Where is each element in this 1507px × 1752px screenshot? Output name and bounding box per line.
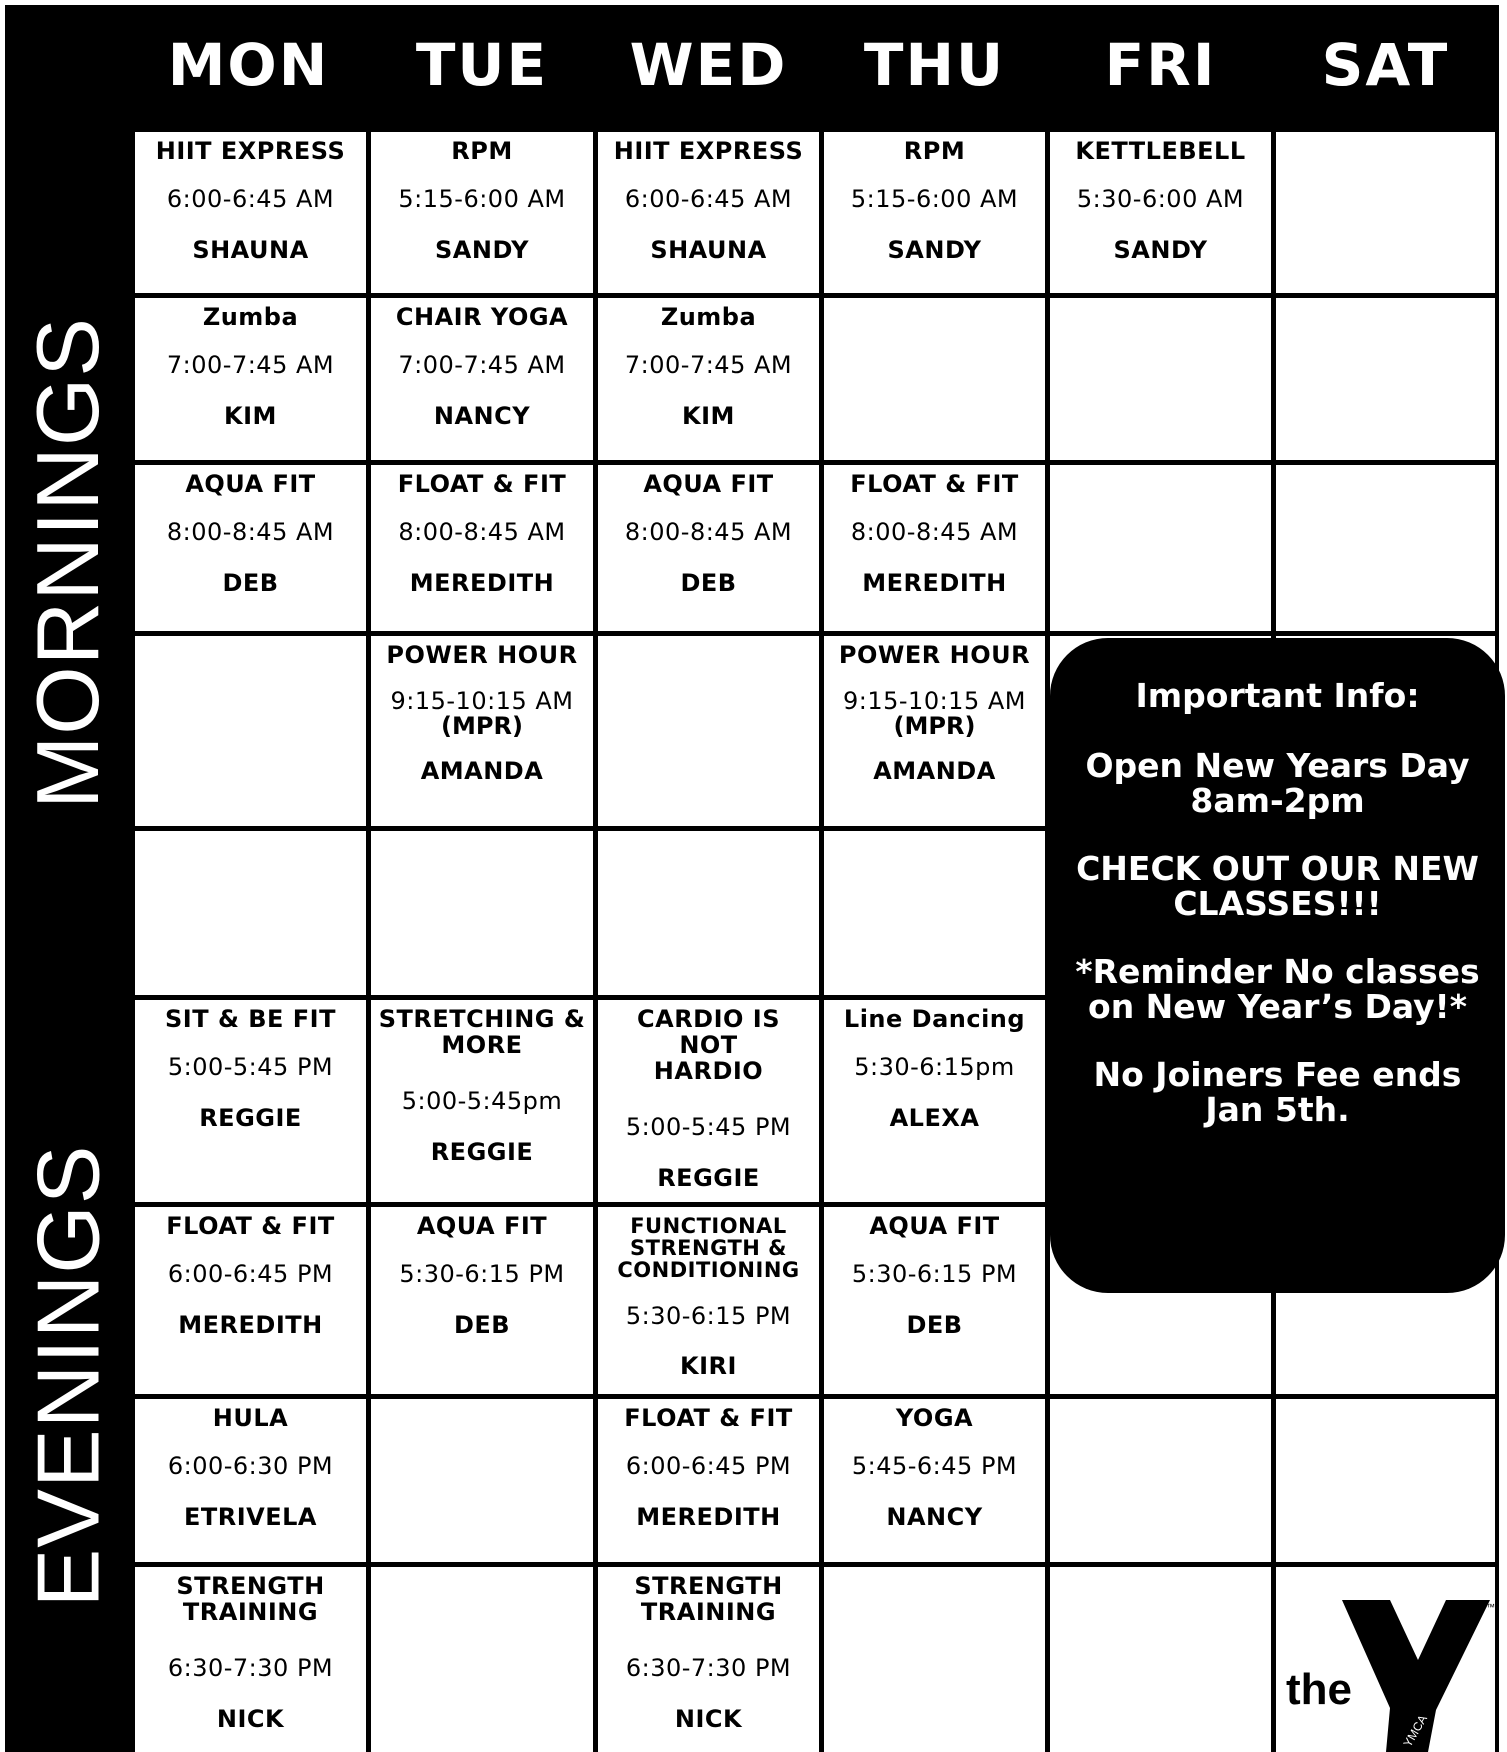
class-name: CHAIR YOGA (395, 303, 569, 331)
info-new-classes-2: CLASSES!!! (1173, 884, 1382, 923)
class-time: 5:30-6:15 PM (851, 1260, 1018, 1288)
day-header-mon: MON (167, 31, 330, 99)
class-name: STRETCHING & MORE (378, 1005, 586, 1059)
class-name: KETTLEBELL (1075, 137, 1246, 165)
empty-cell (135, 636, 366, 826)
class-name: RPM (903, 137, 966, 165)
class-time: 7:00-7:45 AM (398, 351, 566, 379)
class-instructor: REGGIE (199, 1104, 302, 1132)
class-cell (135, 298, 366, 460)
class-instructor: DEB (680, 569, 737, 597)
class-cell (824, 132, 1045, 293)
class-time: 5:30-6:15 PM (625, 1302, 792, 1330)
class-name: Zumba (660, 303, 757, 331)
class-cell (371, 1207, 593, 1394)
ymca-the-text: the (1286, 1665, 1352, 1714)
empty-cell (371, 831, 593, 995)
class-cell (371, 636, 593, 826)
empty-cell (1276, 298, 1495, 460)
class-cell (371, 132, 593, 293)
mornings-label (5, 130, 131, 996)
class-time: 6:00-6:45 PM (625, 1452, 792, 1480)
empty-cell (598, 636, 819, 826)
class-instructor: DEB (222, 569, 279, 597)
ymca-logo (1278, 1598, 1498, 1752)
class-time: 5:30-6:00 AM (1076, 185, 1245, 213)
class-name: STRENGTH TRAINING (176, 1572, 325, 1626)
class-instructor: MEREDITH (636, 1503, 781, 1531)
empty-cell (1276, 465, 1495, 631)
class-instructor: NANCY (433, 402, 531, 430)
class-cell (135, 1000, 366, 1202)
class-instructor: MEREDITH (409, 569, 555, 597)
evenings-label (5, 1000, 131, 1752)
evenings-text: EVENINGS (18, 1144, 117, 1608)
info-reminder: *Reminder No classes (1075, 952, 1480, 991)
class-time: 5:00-5:45 PM (625, 1113, 792, 1141)
class-cell (135, 132, 366, 293)
class-cell (598, 1567, 819, 1752)
empty-cell (371, 1399, 593, 1562)
class-name: AQUA FIT (869, 1212, 1000, 1240)
class-time: 5:15-6:00 AM (398, 185, 566, 213)
class-location: (MPR) (441, 712, 523, 740)
class-time: 5:30-6:15pm (854, 1053, 1015, 1081)
empty-cell (1050, 465, 1271, 631)
class-name: STRENGTH TRAINING (634, 1572, 783, 1626)
class-time: 5:45-6:45 PM (851, 1452, 1018, 1480)
empty-cell (1276, 132, 1495, 293)
empty-cell (824, 298, 1045, 460)
class-name: Line Dancing (843, 1005, 1026, 1033)
class-cell (598, 132, 819, 293)
class-time: 8:00-8:45 AM (850, 518, 1019, 546)
class-name: AQUA FIT (643, 470, 774, 498)
class-cell (135, 1399, 366, 1562)
info-heading: Important Info: (1135, 676, 1420, 715)
class-instructor: KIM (682, 402, 735, 430)
class-instructor: REGGIE (657, 1164, 760, 1192)
class-instructor: DEB (906, 1311, 963, 1339)
class-name: RPM (451, 137, 513, 165)
day-header-fri: FRI (1104, 31, 1217, 99)
class-cell (598, 1000, 819, 1202)
empty-cell (824, 1567, 1045, 1752)
day-header-tue: TUE (415, 31, 549, 99)
class-time: 6:00-6:45 AM (624, 185, 793, 213)
empty-cell (371, 1567, 593, 1752)
class-name: HIIT EXPRESS (613, 137, 804, 165)
class-cell (824, 1000, 1045, 1202)
mornings-text: MORNINGS (18, 317, 117, 809)
empty-cell (824, 831, 1045, 995)
class-time: 5:00-5:45pm (401, 1087, 563, 1115)
class-instructor: NICK (674, 1705, 743, 1733)
class-name: FLOAT & FIT (850, 470, 1019, 498)
class-cell (598, 465, 819, 631)
class-cell (1050, 132, 1271, 293)
class-time: 6:30-7:30 PM (167, 1654, 334, 1682)
class-instructor: ALEXA (889, 1104, 980, 1132)
class-cell (371, 465, 593, 631)
class-cell (598, 1399, 819, 1562)
empty-cell (1050, 298, 1271, 460)
class-name: FLOAT & FIT (624, 1404, 793, 1432)
class-instructor: MEREDITH (178, 1311, 323, 1339)
class-instructor: MEREDITH (862, 569, 1007, 597)
class-instructor: SHAUNA (192, 236, 309, 264)
class-cell (135, 465, 366, 631)
class-name: Zumba (202, 303, 299, 331)
empty-cell (1276, 1399, 1495, 1562)
info-new-classes: CHECK OUT OUR NEW (1076, 849, 1479, 888)
class-time: 8:00-8:45 AM (624, 518, 793, 546)
empty-cell (1050, 1399, 1271, 1562)
class-name: SIT & BE FIT (165, 1005, 336, 1033)
class-instructor: KIRI (680, 1352, 737, 1380)
day-header-wed: WED (629, 31, 788, 99)
class-cell (824, 465, 1045, 631)
class-cell (598, 298, 819, 460)
class-instructor: SANDY (887, 236, 982, 264)
class-instructor: NANCY (886, 1503, 983, 1531)
class-time: 9:15-10:15 AM (390, 687, 574, 715)
ymca-small-text: YMCA (1400, 1712, 1430, 1750)
class-time: 6:00-6:45 PM (167, 1260, 334, 1288)
info-new-years-hours: 8am-2pm (1190, 781, 1365, 820)
ymca-tm-text: ™ (1486, 1602, 1495, 1612)
empty-cell (1050, 1567, 1271, 1752)
class-time: 9:15-10:15 AM (843, 687, 1026, 715)
class-time: 5:15-6:00 AM (850, 185, 1019, 213)
class-name: CARDIO IS NOT HARDIO (637, 1005, 780, 1085)
class-name: FUNCTIONAL STRENGTH & CONDITIONING (617, 1214, 800, 1282)
class-cell (824, 1207, 1045, 1394)
important-info-box (1050, 638, 1505, 1293)
class-name: HIIT EXPRESS (155, 137, 346, 165)
class-instructor: AMANDA (873, 757, 996, 785)
class-time: 7:00-7:45 AM (624, 351, 793, 379)
class-cell (135, 1567, 366, 1752)
class-instructor: DEB (453, 1311, 511, 1339)
class-time: 5:30-6:15 PM (399, 1260, 565, 1288)
class-name: POWER HOUR (838, 641, 1031, 669)
class-time: 7:00-7:45 AM (166, 351, 335, 379)
class-name: HULA (212, 1404, 289, 1432)
class-time: 6:30-7:30 PM (625, 1654, 792, 1682)
class-instructor: SANDY (1113, 236, 1208, 264)
class-instructor: SHAUNA (650, 236, 767, 264)
class-time: 8:00-8:45 AM (398, 518, 566, 546)
day-header-thu: THU (863, 31, 1006, 99)
class-instructor: REGGIE (430, 1138, 534, 1166)
class-name: FLOAT & FIT (397, 470, 567, 498)
class-time: 6:00-6:30 PM (167, 1452, 334, 1480)
class-instructor: SANDY (435, 236, 529, 264)
info-reminder-2: on New Year’s Day!* (1088, 987, 1467, 1026)
class-cell (824, 1399, 1045, 1562)
class-time: 8:00-8:45 AM (166, 518, 335, 546)
class-name: YOGA (895, 1404, 974, 1432)
info-joiners-fee-2: Jan 5th. (1205, 1090, 1350, 1129)
class-cell (371, 298, 593, 460)
day-header-sat: SAT (1321, 31, 1450, 99)
class-time: 5:00-5:45 PM (167, 1053, 334, 1081)
class-instructor: KIM (224, 402, 277, 430)
class-cell (824, 636, 1045, 826)
empty-cell (598, 831, 819, 995)
class-name: FLOAT & FIT (166, 1212, 335, 1240)
info-new-years-open: Open New Years Day (1085, 746, 1470, 785)
class-instructor: ETRIVELA (183, 1503, 317, 1531)
class-name: AQUA FIT (416, 1212, 548, 1240)
class-name: AQUA FIT (185, 470, 316, 498)
class-instructor: NICK (216, 1705, 285, 1733)
class-cell (371, 1000, 593, 1202)
class-instructor: AMANDA (420, 757, 544, 785)
class-location: (MPR) (893, 712, 976, 740)
info-joiners-fee: No Joiners Fee ends (1093, 1055, 1462, 1094)
class-time: 6:00-6:45 AM (166, 185, 335, 213)
class-cell (135, 1207, 366, 1394)
empty-cell (135, 831, 366, 995)
class-cell (598, 1207, 819, 1394)
class-name: POWER HOUR (386, 641, 578, 669)
